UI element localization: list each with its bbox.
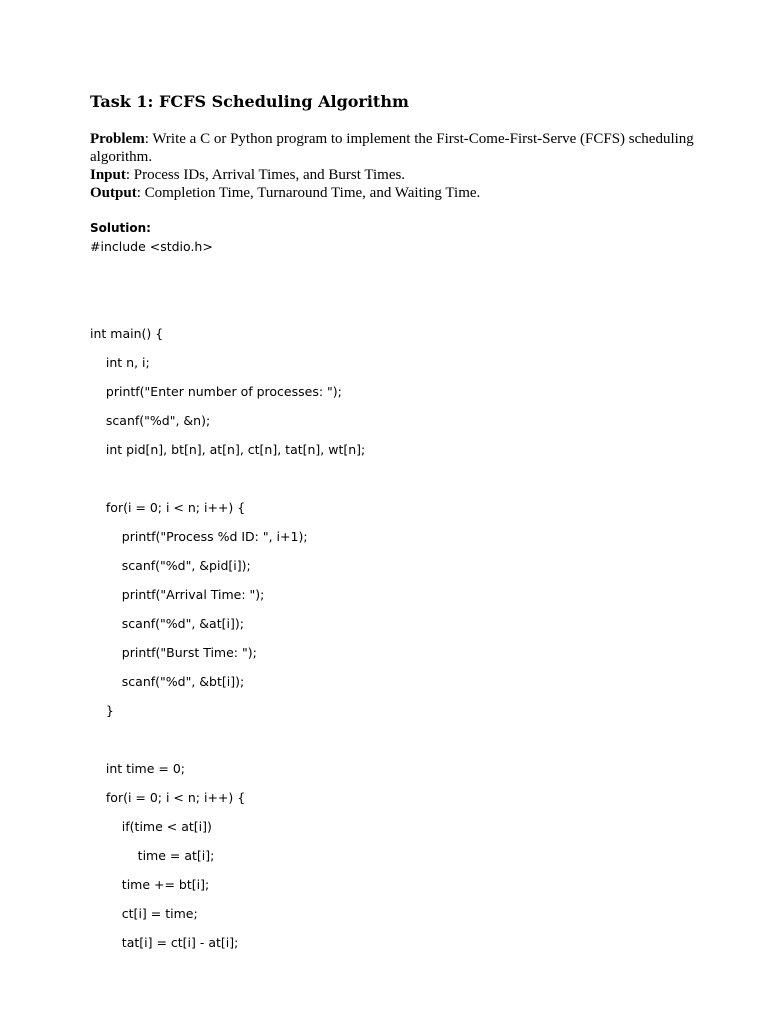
code-line: printf("Process %d ID: ", i+1); bbox=[90, 529, 308, 544]
code-line: printf("Arrival Time: "); bbox=[90, 587, 265, 602]
problem-label: Problem bbox=[90, 131, 145, 147]
output-label: Output bbox=[90, 185, 137, 201]
code-line: time = at[i]; bbox=[90, 848, 215, 863]
code-line: int pid[n], bt[n], at[n], ct[n], tat[n], wt[n]; bbox=[90, 442, 366, 457]
code-line: time += bt[i]; bbox=[90, 877, 210, 892]
code-line: } bbox=[90, 703, 114, 718]
code-line: if(time < at[i]) bbox=[90, 819, 212, 834]
input-paragraph bbox=[90, 166, 710, 184]
code-line: for(i = 0; i < n; i++) { bbox=[90, 500, 246, 515]
problem-statement bbox=[90, 130, 710, 202]
problem-text: : Write a C or Python program to implement the First-Come-First-Serve (FCFS) scheduling algorithm. bbox=[90, 131, 694, 165]
page-title: Task 1: FCFS Scheduling Algorithm bbox=[90, 92, 409, 111]
code-line: tat[i] = ct[i] - at[i]; bbox=[90, 935, 239, 950]
input-label: Input bbox=[90, 167, 126, 183]
code-line: printf("Burst Time: "); bbox=[90, 645, 257, 660]
code-line: int main() { bbox=[90, 326, 164, 341]
code-line: ct[i] = time; bbox=[90, 906, 198, 921]
code-line: int n, i; bbox=[90, 355, 150, 370]
code-line: scanf("%d", &pid[i]); bbox=[90, 558, 251, 573]
output-paragraph bbox=[90, 184, 710, 202]
code-line: scanf("%d", &at[i]); bbox=[90, 616, 244, 631]
code-line: scanf("%d", &n); bbox=[90, 413, 211, 428]
code-line: int time = 0; bbox=[90, 761, 185, 776]
solution-label: Solution: bbox=[90, 221, 151, 235]
code-line: for(i = 0; i < n; i++) { bbox=[90, 790, 246, 805]
problem-paragraph bbox=[90, 130, 710, 166]
input-text: : Process IDs, Arrival Times, and Burst Times. bbox=[125, 167, 406, 183]
code-line: scanf("%d", &bt[i]); bbox=[90, 674, 245, 689]
code-line: printf("Enter number of processes: "); bbox=[90, 384, 342, 399]
output-text: : Completion Time, Turnaround Time, and Waiting Time. bbox=[136, 185, 481, 201]
code-line: #include <stdio.h> bbox=[90, 239, 213, 254]
